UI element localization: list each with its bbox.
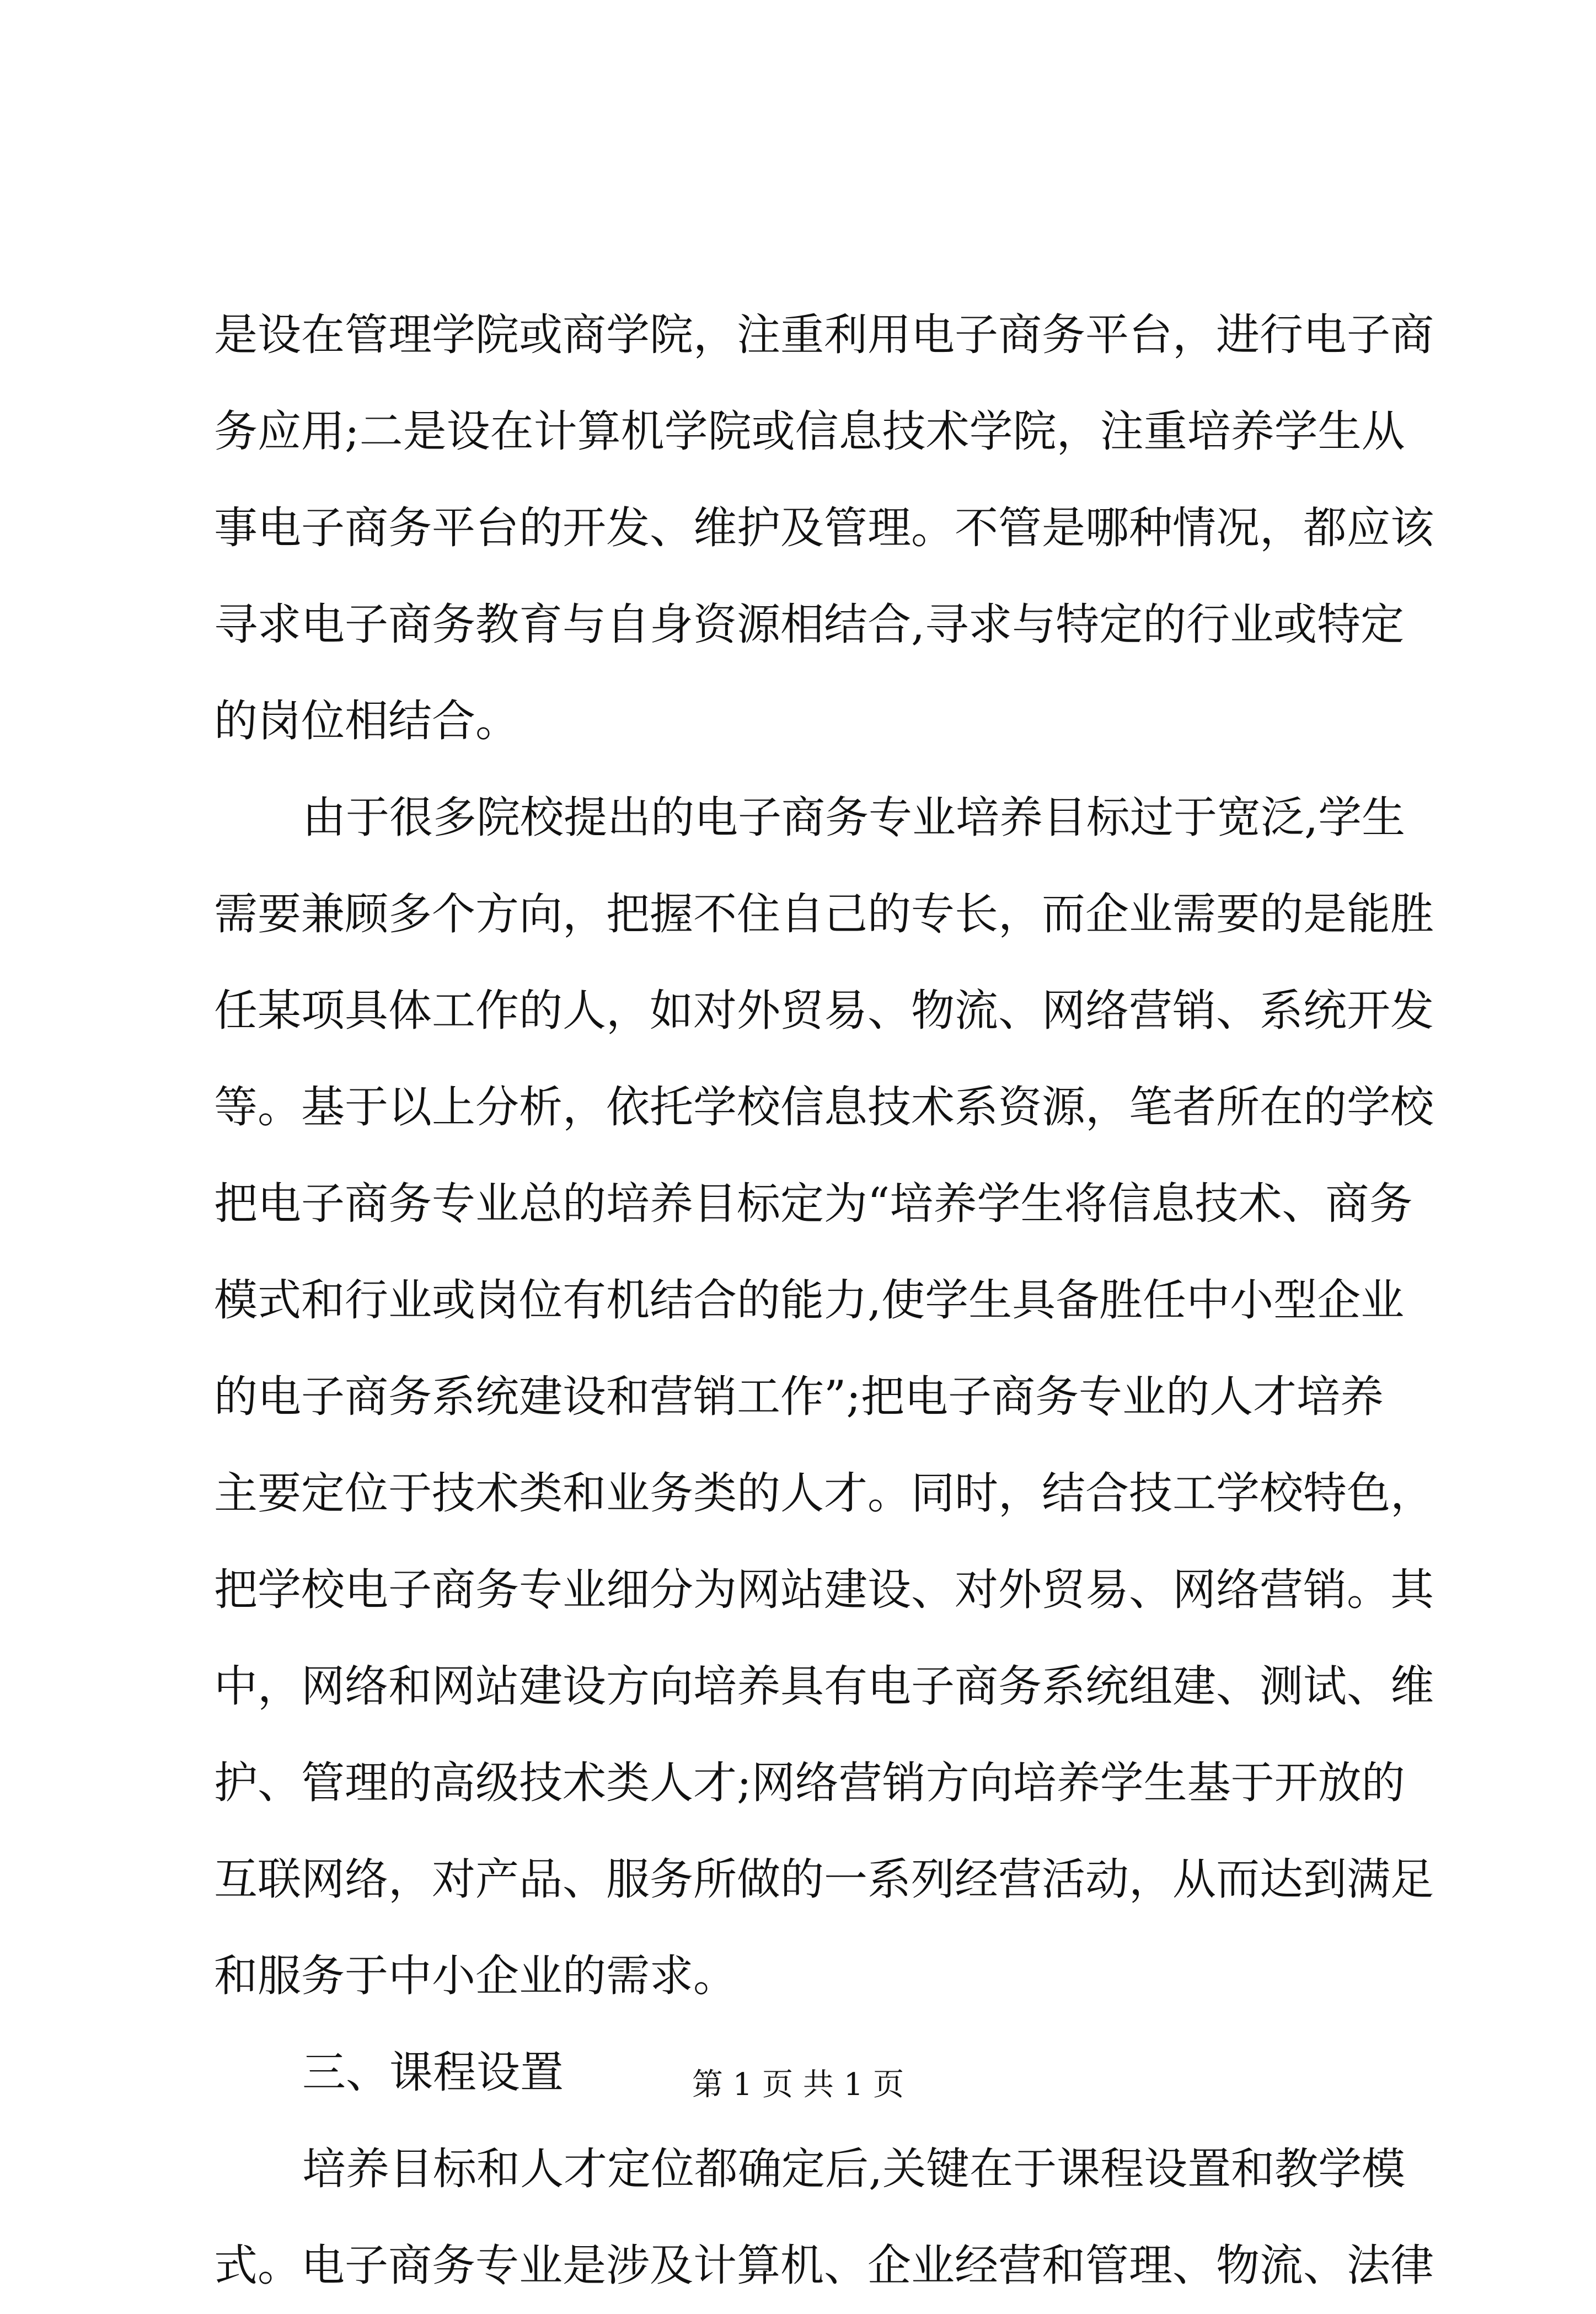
text-line: 模式和行业或岗位有机结合的能力,使学生具备胜任中小型企业 <box>214 1275 1405 1326</box>
text-line: 需要兼顾多个方向，把握不住自己的专长，而企业需要的是能胜 <box>214 889 1434 939</box>
text-line: 等。基于以上分析，依托学校信息技术系资源，笔者所在的学校 <box>214 1082 1434 1132</box>
text-line: 三、课程设置 <box>302 2047 564 2098</box>
text-line: 把电子商务专业总的培养目标定为“培养学生将信息技术、商务 <box>214 1178 1413 1229</box>
text-line: 的电子商务系统建设和营销工作”;把电子商务专业的人才培养 <box>214 1371 1384 1422</box>
text-line: 中，网络和网站建设方向培养具有电子商务系统组建、测试、维 <box>214 1661 1434 1712</box>
text-line: 务应用;二是设在计算机学院或信息技术学院，注重培养学生从 <box>214 406 1405 457</box>
text-line: 是设在管理学院或商学院，注重利用电子商务平台，进行电子商 <box>214 309 1434 360</box>
text-line: 式。电子商务专业是涉及计算机、企业经营和管理、物流、法律 <box>214 2240 1434 2291</box>
text-line: 寻求电子商务教育与自身资源相结合,寻求与特定的行业或特定 <box>214 599 1405 650</box>
text-line: 由于很多院校提出的电子商务专业培养目标过于宽泛,学生 <box>302 792 1406 843</box>
document-body <box>214 287 1434 2314</box>
text-line: 把学校电子商务专业细分为网站建设、对外贸易、网络营销。其 <box>214 1564 1434 1615</box>
text-line: 护、管理的高级技术类人才;网络营销方向培养学生基于开放的 <box>214 1757 1405 1808</box>
text-line: 培养目标和人才定位都确定后,关键在于课程设置和教学模 <box>302 2144 1406 2194</box>
text-line: 和服务于中小企业的需求。 <box>214 1950 737 2001</box>
page-footer: 第 1 页 共 1 页 <box>692 2067 904 2103</box>
text-line: 事电子商务平台的开发、维护及管理。不管是哪种情况，都应该 <box>214 503 1434 553</box>
text-line: 互联网络，对产品、服务所做的一系列经营活动，从而达到满足 <box>214 1854 1434 1905</box>
text-line: 的岗位相结合。 <box>214 696 519 746</box>
text-line: 主要定位于技术类和业务类的人才。同时，结合技工学校特色， <box>214 1468 1434 1519</box>
text-line: 任某项具体工作的人，如对外贸易、物流、网络营销、系统开发 <box>214 985 1434 1036</box>
